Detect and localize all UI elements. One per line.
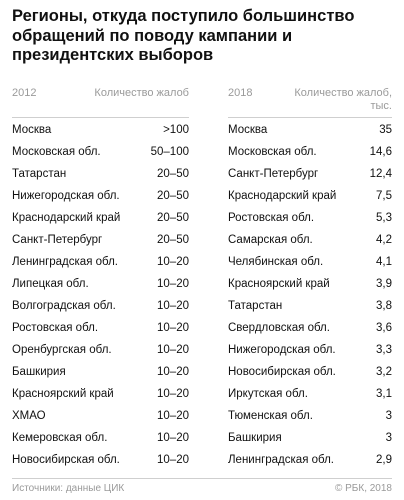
complaint-value: 50–100 (150, 146, 189, 158)
region-name: Ростовская обл. (228, 212, 315, 224)
region-name: ХМАО (12, 410, 46, 422)
table-row (228, 317, 392, 339)
region-name: Ростовская обл. (12, 322, 99, 334)
region-name: Краснодарский край (228, 190, 337, 202)
source-note: Источники: данные ЦИК (12, 483, 125, 494)
region-name: Московская обл. (12, 146, 101, 158)
table-2012 (12, 87, 189, 466)
complaint-value: 3,6 (376, 322, 392, 334)
region-name: Новосибирская обл. (12, 454, 120, 466)
complaint-value: >100 (163, 124, 189, 136)
table-row (12, 141, 189, 163)
complaint-value: 10–20 (157, 256, 189, 268)
complaint-value: 10–20 (157, 388, 189, 400)
complaint-value: 10–20 (157, 278, 189, 290)
complaint-value: 35 (379, 124, 392, 136)
complaint-value: 3,1 (376, 388, 392, 400)
table-row (228, 383, 392, 405)
region-name: Ленинградская обл. (12, 256, 118, 268)
complaint-value: 3,8 (376, 300, 392, 312)
complaint-value: 4,1 (376, 256, 392, 268)
complaint-value: 10–20 (157, 322, 189, 334)
complaint-value: 10–20 (157, 366, 189, 378)
table-row (228, 185, 392, 207)
table-row (12, 405, 189, 427)
table-row (228, 295, 392, 317)
complaint-value: 10–20 (157, 344, 189, 356)
table-row (228, 119, 392, 141)
region-name: Липецкая обл. (12, 278, 89, 290)
region-name: Красноярский край (12, 388, 114, 400)
chart-title: Регионы, откуда поступило большинство обращений по поводу кампании и президентских выборов (12, 7, 355, 64)
region-name: Башкирия (228, 432, 282, 444)
region-name: Ленинградская обл. (228, 454, 334, 466)
region-name: Татарстан (12, 168, 67, 180)
region-name: Кемеровская обл. (12, 432, 108, 444)
complaint-value: 3,2 (376, 366, 392, 378)
region-name: Башкирия (12, 366, 66, 378)
table-row (12, 383, 189, 405)
region-name: Санкт-Петербург (228, 168, 319, 180)
complaint-value: 10–20 (157, 300, 189, 312)
complaint-value: 3 (385, 432, 392, 444)
table-row (228, 273, 392, 295)
table-2018-header (228, 87, 392, 117)
region-name: Краснодарский край (12, 212, 121, 224)
table-row (12, 361, 189, 383)
table-row (12, 317, 189, 339)
table-row (12, 295, 189, 317)
complaint-value: 3,9 (376, 278, 392, 290)
region-name: Красноярский край (228, 278, 330, 290)
region-name: Волгоградская обл. (12, 300, 116, 312)
table-2012-header (12, 87, 189, 117)
complaint-value: 10–20 (157, 410, 189, 422)
region-name: Иркутская обл. (228, 388, 308, 400)
complaint-value: 20–50 (157, 234, 189, 246)
copyright-credit: © РБК, 2018 (334, 483, 392, 494)
complaint-value: 7,5 (376, 190, 392, 202)
year-label-2018: 2018 (228, 87, 253, 99)
complaint-value: 20–50 (157, 190, 189, 202)
region-name: Свердловская обл. (228, 322, 330, 334)
region-name: Нижегородская обл. (228, 344, 336, 356)
complaint-value: 14,6 (369, 146, 392, 158)
complaint-value: 20–50 (157, 168, 189, 180)
table-row (228, 251, 392, 273)
table-row (228, 339, 392, 361)
table-row (12, 449, 189, 471)
table-row (228, 405, 392, 427)
region-name: Санкт-Петербург (12, 234, 103, 246)
year-label-2012: 2012 (12, 87, 37, 99)
table-row (228, 207, 392, 229)
value-label-2012: Количество жалоб (94, 87, 189, 99)
region-name: Новосибирская обл. (228, 366, 336, 378)
value-label-2018: Количество жалоб, тыс. (294, 87, 392, 112)
rows-2018 (228, 119, 392, 471)
region-name: Москва (12, 124, 52, 136)
table-row (12, 207, 189, 229)
table-row (12, 119, 189, 141)
table-2018 (228, 87, 392, 466)
table-row (228, 427, 392, 449)
complaint-value: 10–20 (157, 454, 189, 466)
region-name: Тюменская обл. (228, 410, 313, 422)
table-row (12, 339, 189, 361)
header-divider-2018 (228, 117, 392, 118)
complaint-value: 2,9 (376, 454, 392, 466)
region-name: Москва (228, 124, 268, 136)
complaint-value: 3 (385, 410, 392, 422)
table-row (228, 141, 392, 163)
table-row (12, 251, 189, 273)
region-name: Самарская обл. (228, 234, 313, 246)
region-name: Нижегородская обл. (12, 190, 120, 202)
complaint-value: 20–50 (157, 212, 189, 224)
complaint-value: 5,3 (376, 212, 392, 224)
footer-divider (12, 478, 392, 479)
complaint-value: 4,2 (376, 234, 392, 246)
table-row (12, 273, 189, 295)
complaint-value: 12,4 (369, 168, 392, 180)
complaint-value: 3,3 (376, 344, 392, 356)
table-row (228, 229, 392, 251)
rows-2012 (12, 119, 189, 471)
table-row (12, 427, 189, 449)
table-row (228, 361, 392, 383)
table-row (12, 163, 189, 185)
table-row (12, 185, 189, 207)
complaint-value: 10–20 (157, 432, 189, 444)
table-row (12, 229, 189, 251)
region-name: Челябинская обл. (228, 256, 324, 268)
region-name: Оренбургская обл. (12, 344, 112, 356)
region-name: Татарстан (228, 300, 283, 312)
header-divider-2012 (12, 117, 189, 118)
table-row (228, 449, 392, 471)
table-row (228, 163, 392, 185)
region-name: Московская обл. (228, 146, 317, 158)
